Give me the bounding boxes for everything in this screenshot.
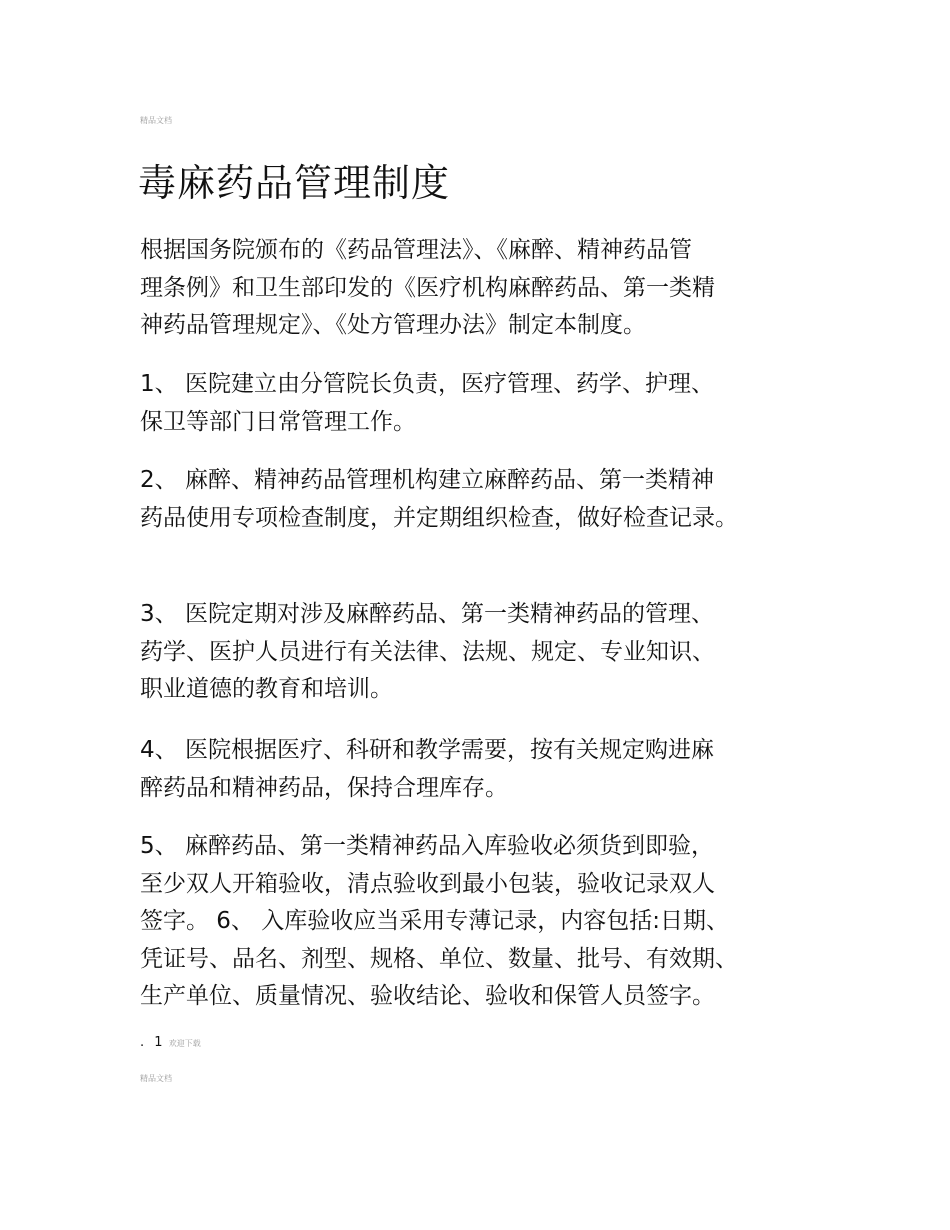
- clause-4: [140, 732, 820, 807]
- header-label: 精品文档: [140, 116, 172, 125]
- paragraph-line: 5、 麻醉药品、第一类精神药品入库验收必须货到即验，: [140, 833, 714, 859]
- paragraph-line: 至少双人开箱验收，清点验收到最小包装，验收记录双人: [140, 870, 715, 897]
- clause-5-6: [140, 828, 820, 1016]
- page-footer: [140, 1034, 201, 1053]
- paragraph-line: 职业道德的教育和培训。: [140, 676, 393, 702]
- paragraph-line: 1、 医院建立由分管院长负责，医疗管理、药学、护理、: [140, 371, 714, 397]
- paragraph-line: 生产单位、质量情况、验收结论、验收和保管人员签字。: [140, 983, 715, 1009]
- document-title: 毒麻药品管理制度: [138, 161, 451, 205]
- clause-1: [140, 366, 820, 441]
- paragraph-line: 理条例》和卫生部印发的《医疗机构麻醉药品、第一类精: [140, 274, 715, 301]
- paragraph-line: 药学、医护人员进行有关法律、法规、规定、专业知识、: [140, 638, 715, 665]
- intro-paragraph: [140, 232, 820, 345]
- paragraph-line: 凭证号、品名、剂型、规格、单位、数量、批号、有效期、: [140, 945, 738, 972]
- paragraph-line: 签字。 6、 入库验收应当采用专薄记录，内容包括:日期、: [140, 908, 730, 934]
- paragraph-line: 保卫等部门日常管理工作。: [140, 408, 416, 435]
- paragraph-line: 3、 医院定期对涉及麻醉药品、第一类精神药品的管理、: [140, 601, 714, 627]
- paragraph-line: 2、 麻醉、精神药品管理机构建立麻醉药品、第一类精神: [140, 467, 714, 493]
- footer-prefix: .: [140, 1035, 145, 1050]
- paragraph-line: 根据国务院颁布的《药品管理法》、《麻醉、精神药品管: [140, 237, 692, 263]
- page-number: 1: [154, 1035, 163, 1050]
- clause-3: [140, 596, 820, 709]
- paragraph-line: 4、 医院根据医疗、科研和教学需要，按有关规定购进麻: [140, 737, 714, 763]
- paragraph-line: 神药品管理规定》、《处方管理办法》制定本制度。: [140, 312, 646, 338]
- footer-note: 欢迎下载: [168, 1039, 201, 1048]
- paragraph-line: 药品使用专项检查制度，并定期组织检查，做好检查记录。: [140, 504, 738, 531]
- clause-2: [140, 462, 820, 537]
- paragraph-line: 醉药品和精神药品，保持合理库存。: [140, 774, 508, 801]
- header-label: 精品文档: [140, 1074, 172, 1083]
